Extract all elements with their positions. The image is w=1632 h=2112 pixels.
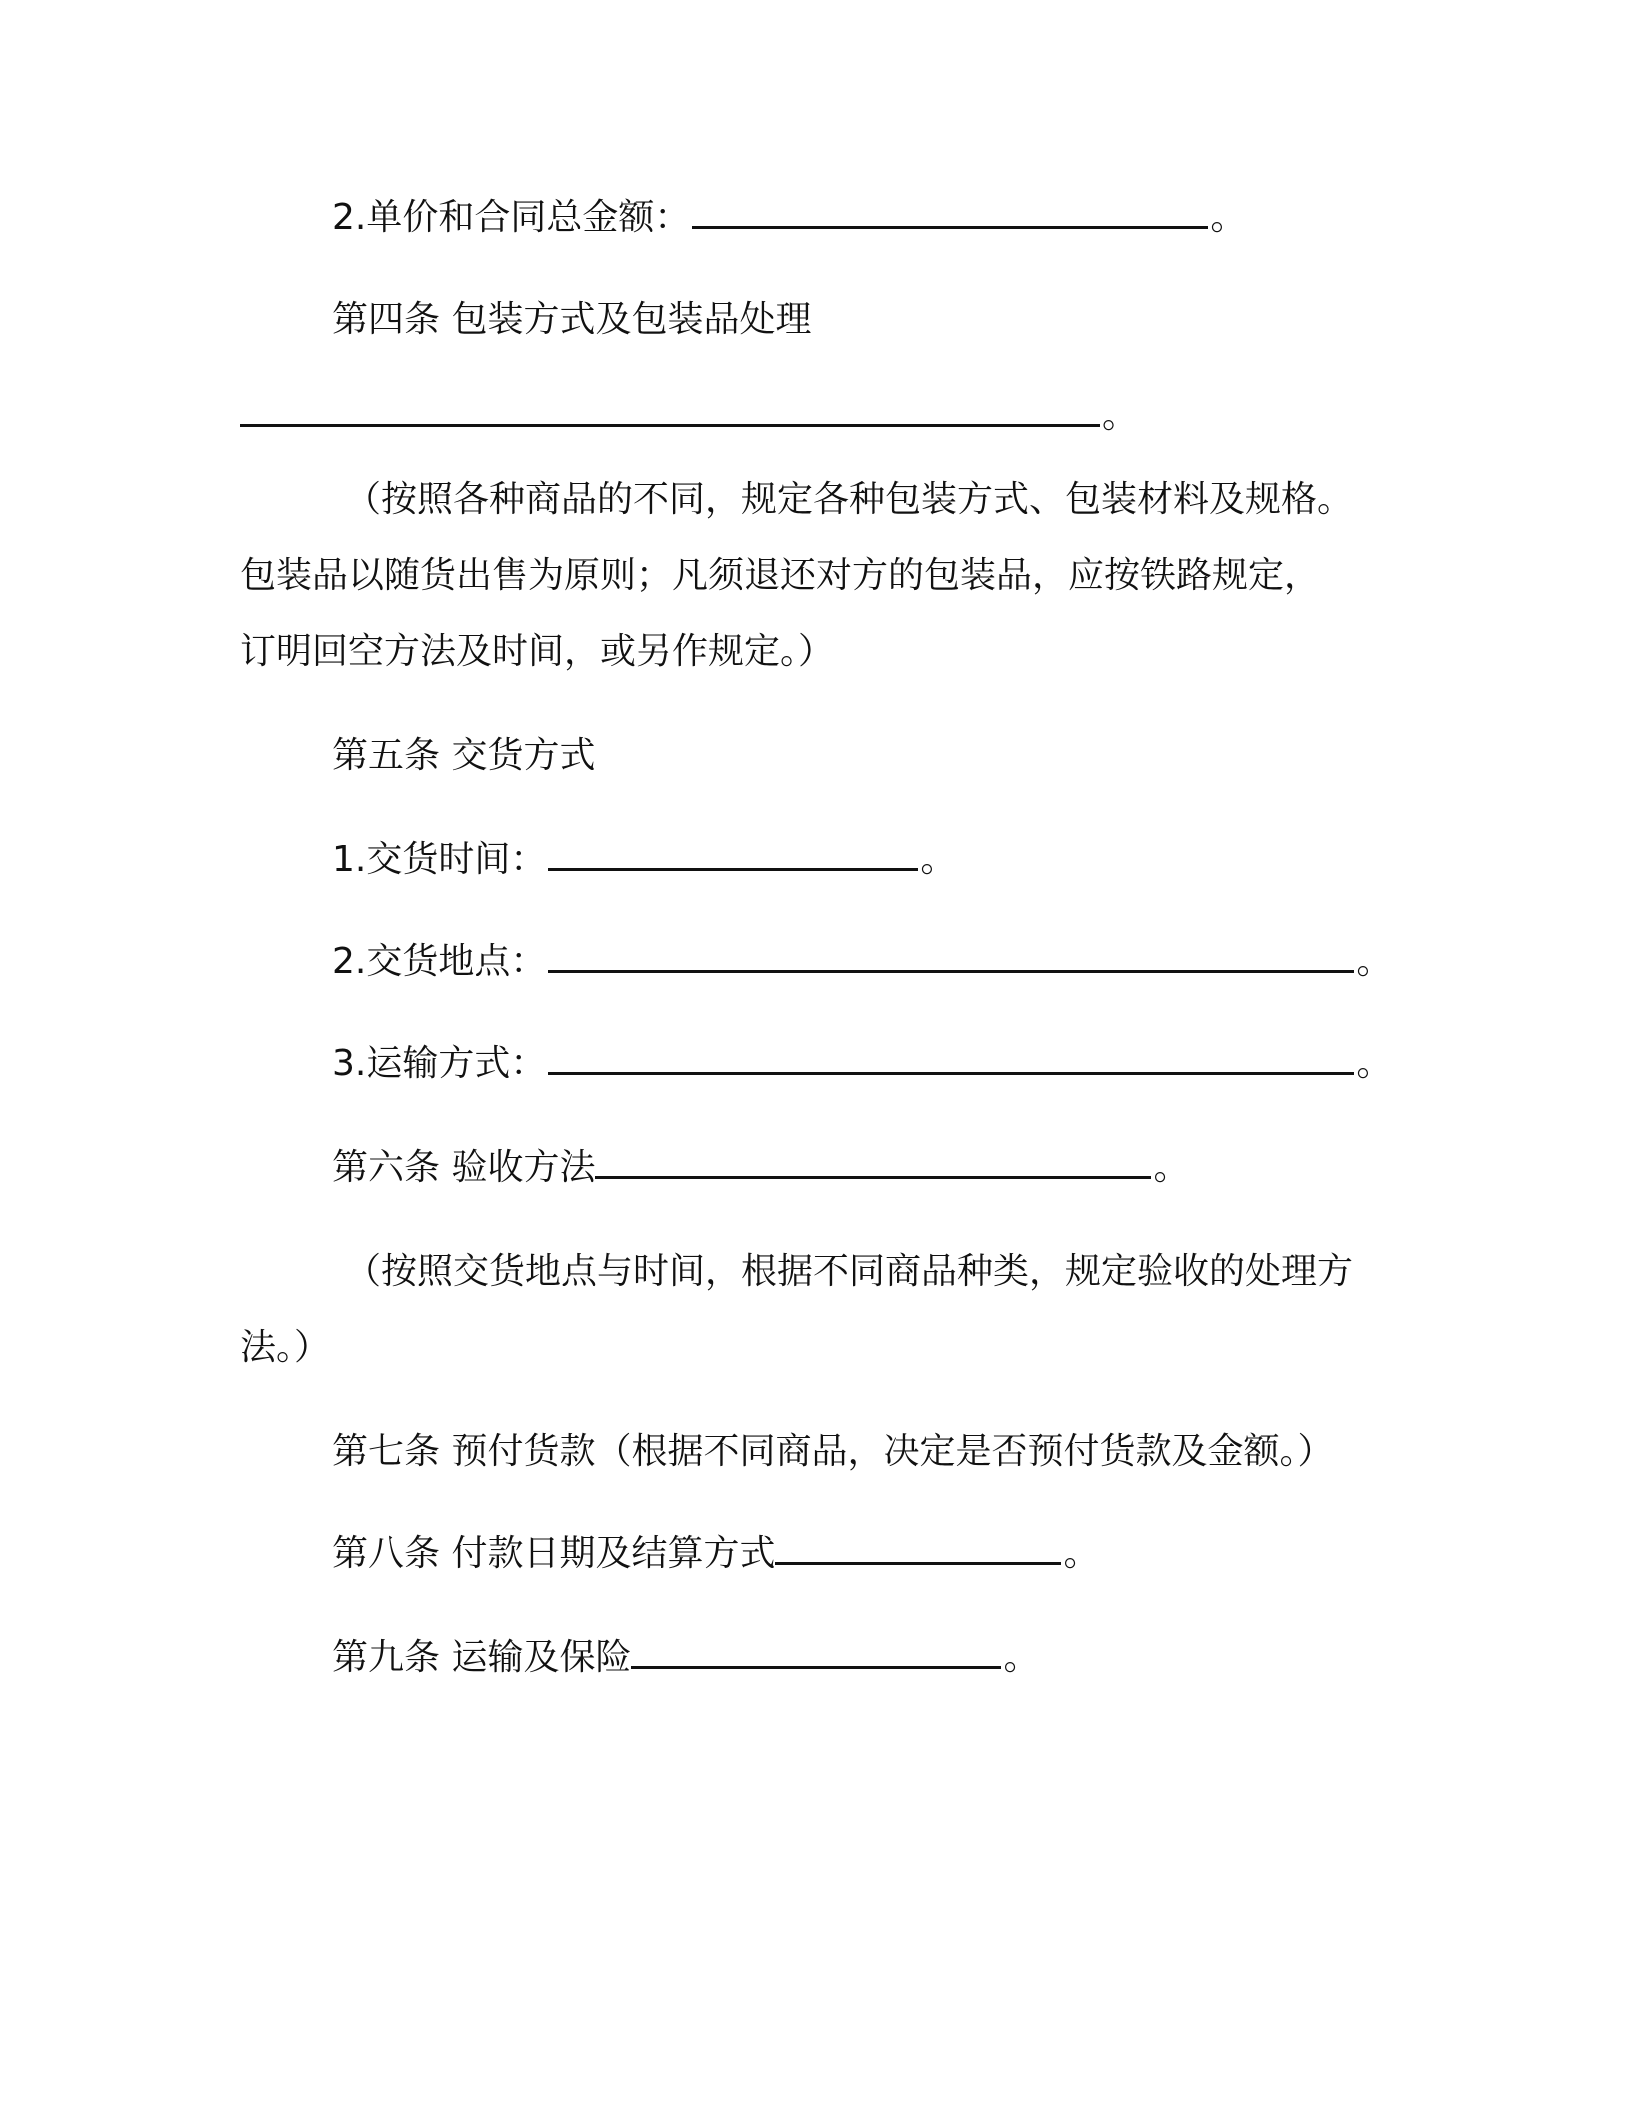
article-9-end: 。 bbox=[1003, 1637, 1040, 1678]
article-6-end: 。 bbox=[1153, 1147, 1190, 1188]
article-4-blank-end: 。 bbox=[1102, 395, 1139, 436]
article-8-line bbox=[332, 1530, 1099, 1578]
delivery-time-label: 1.交货时间： bbox=[332, 839, 547, 880]
price-total-end: 。 bbox=[1210, 197, 1247, 238]
transport-mode-end: 。 bbox=[1356, 1043, 1393, 1084]
transport-mode-line bbox=[332, 1040, 1392, 1088]
price-total-label: 2.单价和合同总金额： bbox=[332, 197, 691, 238]
article-4-title: 第四条 包装方式及包装品处理 bbox=[332, 299, 812, 340]
article-4-note-line-2: 包装品以随货出售为原则；凡须退还对方的包装品，应按铁路规定， bbox=[240, 555, 1321, 596]
delivery-time-blank[interactable] bbox=[548, 836, 918, 871]
delivery-place-line bbox=[332, 938, 1392, 986]
article-8-label: 第八条 付款日期及结算方式 bbox=[332, 1533, 776, 1574]
article-6-label: 第六条 验收方法 bbox=[332, 1147, 596, 1188]
article-6-note-line-2: 法。） bbox=[240, 1327, 331, 1368]
article-6-line bbox=[332, 1144, 1189, 1192]
article-8-end: 。 bbox=[1063, 1533, 1100, 1574]
article-7-text: 第七条 预付货款（根据不同商品，决定是否预付货款及金额。） bbox=[332, 1431, 1334, 1472]
article-6-note-line-1: （按照交货地点与时间，根据不同商品种类，规定验收的处理方 bbox=[345, 1251, 1354, 1292]
delivery-time-line bbox=[332, 836, 956, 884]
delivery-time-end: 。 bbox=[920, 839, 957, 880]
article-4-blank[interactable] bbox=[240, 392, 1100, 427]
article-5-title: 第五条 交货方式 bbox=[332, 735, 596, 776]
price-total-blank[interactable] bbox=[692, 194, 1208, 229]
transport-mode-label: 3.运输方式： bbox=[332, 1043, 547, 1084]
article-9-label: 第九条 运输及保险 bbox=[332, 1637, 632, 1678]
article-4-blank-line bbox=[240, 392, 1138, 440]
article-6-blank[interactable] bbox=[595, 1144, 1151, 1179]
delivery-place-label: 2.交货地点： bbox=[332, 941, 547, 982]
article-4-note-line-1: （按照各种商品的不同，规定各种包装方式、包装材料及规格。 bbox=[345, 479, 1354, 520]
delivery-place-end: 。 bbox=[1356, 941, 1393, 982]
transport-mode-blank[interactable] bbox=[548, 1040, 1354, 1075]
article-8-blank[interactable] bbox=[775, 1530, 1061, 1565]
price-total-line bbox=[332, 194, 1246, 242]
delivery-place-blank[interactable] bbox=[548, 938, 1354, 973]
article-9-blank[interactable] bbox=[631, 1634, 1001, 1669]
article-9-line bbox=[332, 1634, 1039, 1682]
article-4-note-line-3: 订明回空方法及时间，或另作规定。） bbox=[240, 631, 835, 672]
